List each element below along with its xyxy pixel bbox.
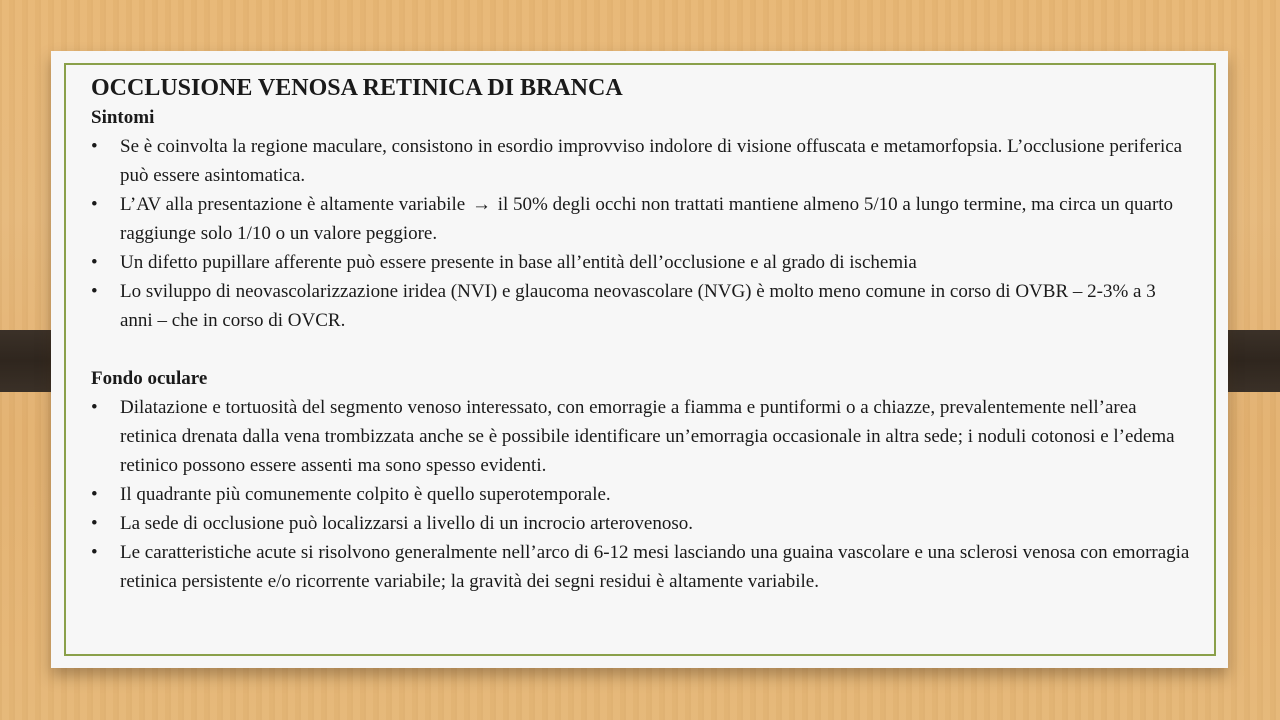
list-item xyxy=(91,509,1191,538)
bullet-icon: • xyxy=(91,252,98,273)
list-item xyxy=(91,277,1191,335)
section-heading-fondo-oculare: Fondo oculare xyxy=(91,368,208,389)
bullet-icon: • xyxy=(91,542,98,563)
spacer xyxy=(91,335,1191,364)
list-item-text: L’AV alla presentazione è altamente variabile xyxy=(120,194,466,215)
list-item-text: il 50% degli occhi non trattati mantiene almeno 5/10 a lungo termine, ma circa un quarto raggiunge solo 1/10 o un valore peggiore. xyxy=(120,194,1174,244)
section-heading-sintomi: Sintomi xyxy=(91,107,155,128)
list-item xyxy=(91,248,1191,277)
list-item xyxy=(91,393,1191,480)
list-item-text: Le caratteristiche acute si risolvono generalmente nell’arco di 6-12 mesi lasciando una guaina vascolare e una sclerosi venosa con emorragia retinica persistente e/o ricorrente variabile; la gravità dei segni residui è altamente variabile. xyxy=(120,542,1190,592)
list-item-text: Dilatazione e tortuosità del segmento venoso interessato, con emorragie a fiamma e puntiformi o a chiazze, prevalentemente nell’area retinica drenata dalla vena trombizzata anche se è possibile identificare un’emorragia occasionale in altra sede; i noduli cotonosi e l’edema retinico possono essere assenti ma sono spesso evidenti. xyxy=(120,397,1175,476)
bullet-icon: • xyxy=(91,194,98,215)
list-item-text: Lo sviluppo di neovascolarizzazione iridea (NVI) e glaucoma neovascolare (NVG) è molto meno comune in corso di OVBR – 2-3% a 3 anni – che in corso di OVCR. xyxy=(120,281,1156,331)
list-item-text: Se è coinvolta la regione maculare, consistono in esordio improvviso indolore di visione offuscata e metamorfopsia. L’occlusione periferica può essere asintomatica. xyxy=(120,136,1183,186)
list-item-text: Un difetto pupillare afferente può essere presente in base all’entità dell’occlusione e al grado di ischemia xyxy=(120,252,917,273)
list-item-text: La sede di occlusione può localizzarsi a livello di un incrocio arterovenoso. xyxy=(120,513,693,534)
bullet-icon: • xyxy=(91,136,98,157)
arrow-right-icon: → xyxy=(471,194,491,215)
bullet-icon: • xyxy=(91,484,98,505)
list-item xyxy=(91,538,1191,596)
list-item-text: Il quadrante più comunemente colpito è quello superotemporale. xyxy=(120,484,611,505)
bullet-icon: • xyxy=(91,513,98,534)
bullet-icon: • xyxy=(91,397,98,418)
list-item xyxy=(91,190,1191,248)
slide-title: OCCLUSIONE VENOSA RETINICA DI BRANCA xyxy=(91,75,623,101)
fondo-oculare-list xyxy=(91,393,1191,596)
list-item xyxy=(91,132,1191,190)
slide-card xyxy=(51,51,1228,668)
sintomi-list xyxy=(91,132,1191,335)
slide-content xyxy=(91,73,1191,596)
list-item xyxy=(91,480,1191,509)
bullet-icon: • xyxy=(91,281,98,302)
